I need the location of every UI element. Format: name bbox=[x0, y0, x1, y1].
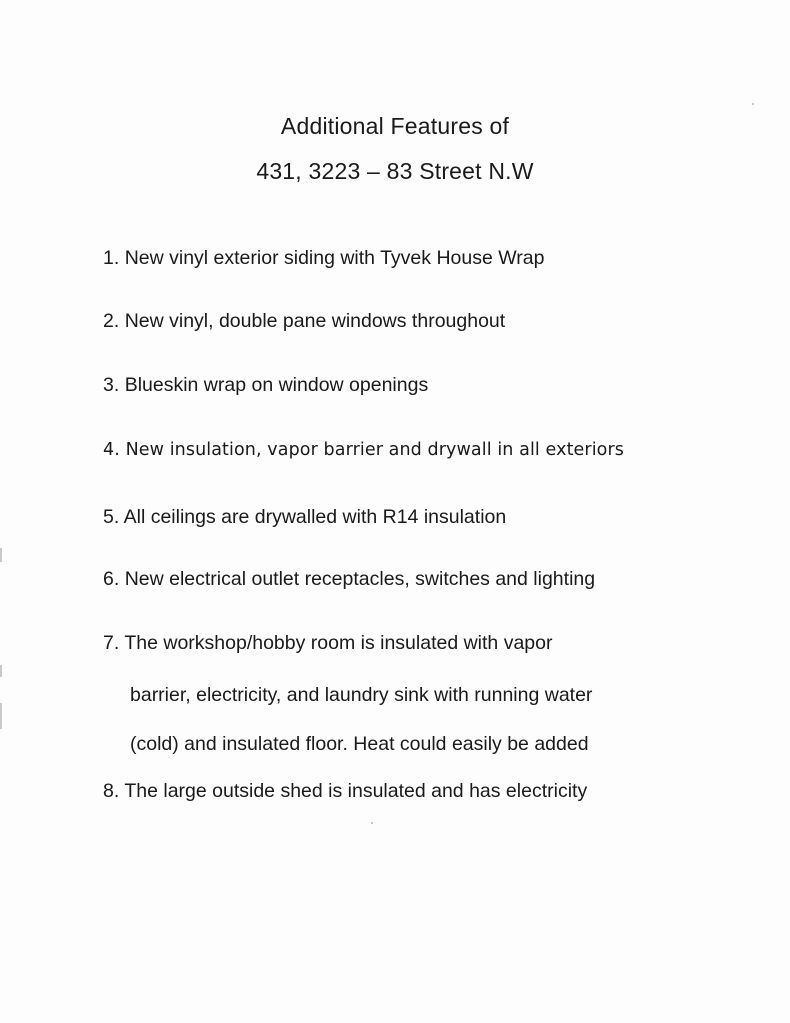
feature-item-4 bbox=[103, 438, 624, 462]
feature-number: 6. bbox=[103, 568, 120, 590]
feature-item-5 bbox=[103, 505, 506, 529]
feature-text: New vinyl exterior siding with Tyvek House Wrap bbox=[124, 247, 545, 269]
scan-edge-mark bbox=[0, 703, 2, 729]
feature-text: The large outside shed is insulated and has electricity bbox=[124, 780, 588, 802]
feature-text: New electrical outlet receptacles, switches and lighting bbox=[124, 568, 596, 590]
feature-number: 1. bbox=[103, 247, 120, 269]
feature-item-6 bbox=[103, 567, 595, 591]
feature-item-7 bbox=[103, 631, 552, 655]
feature-text: All ceilings are drywalled with R14 insulation bbox=[123, 506, 507, 528]
scan-edge-mark bbox=[0, 665, 2, 677]
feature-number: 4. bbox=[103, 440, 120, 460]
feature-text: New vinyl, double pane windows throughout bbox=[124, 310, 506, 332]
feature-number: 8. bbox=[103, 780, 120, 802]
scan-speck bbox=[371, 822, 373, 824]
feature-item-7-continuation-1: barrier, electricity, and laundry sink with running water bbox=[130, 684, 593, 706]
feature-item-8 bbox=[103, 779, 587, 803]
feature-item-1 bbox=[103, 246, 544, 270]
feature-number: 7. bbox=[103, 632, 120, 654]
feature-text: New insulation, vapor barrier and drywall in all exteriors bbox=[125, 440, 624, 460]
feature-number: 3. bbox=[103, 374, 120, 396]
feature-number: 2. bbox=[103, 310, 120, 332]
feature-item-2 bbox=[103, 309, 505, 333]
scan-speck bbox=[752, 103, 754, 105]
feature-number: 5. bbox=[103, 506, 120, 528]
page-title-line-2: 431, 3223 – 83 Street N.W bbox=[256, 158, 534, 184]
feature-text: Blueskin wrap on window openings bbox=[124, 374, 429, 396]
scan-edge-mark bbox=[0, 548, 2, 562]
feature-text: The workshop/hobby room is insulated with vapor bbox=[124, 632, 553, 654]
page-title-line-1: Additional Features of bbox=[280, 113, 510, 139]
feature-item-3 bbox=[103, 373, 428, 397]
feature-item-7-continuation-2: (cold) and insulated floor. Heat could easily be added bbox=[130, 733, 589, 755]
